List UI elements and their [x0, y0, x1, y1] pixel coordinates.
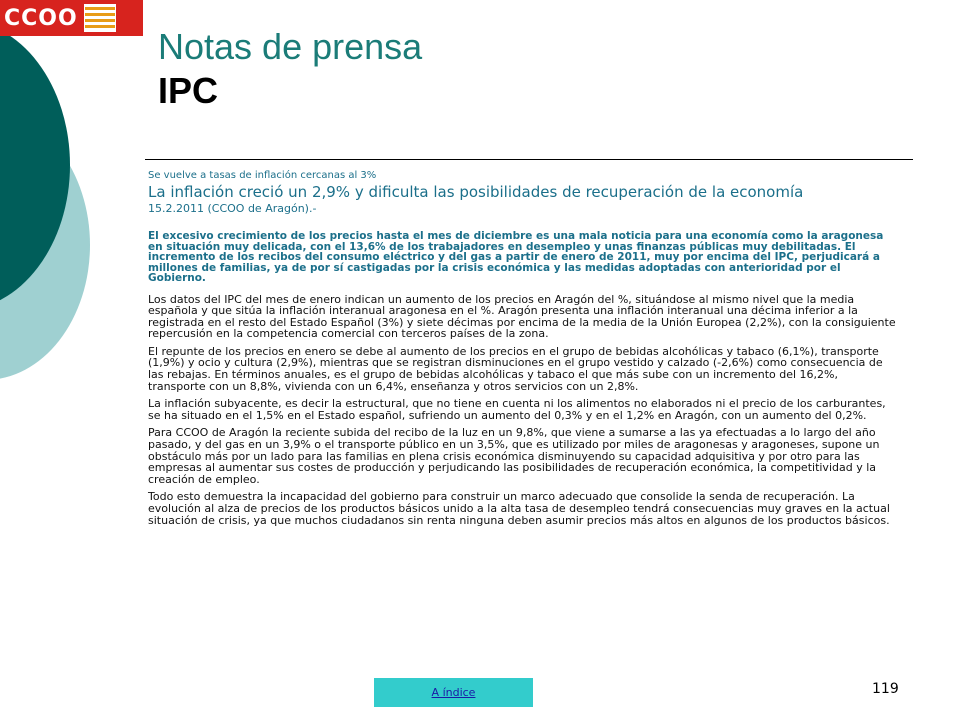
article-kicker: Se vuelve a tasas de inflación cercanas al 3%	[148, 170, 377, 181]
page-subtitle: IPC	[158, 70, 219, 111]
ccoo-logo	[0, 0, 143, 36]
article-paragraph: El repunte de los precios en enero se debe al aumento de los precios en el grupo de bebidas alcohólicas y tabaco (6,1%), transporte (1,9%) y ocio y cultura (2,9%), mientras que se registran disminuciones en el grupo vestido y calzado (-2,6%) como consecuencia de las rebajas. En términos anuales, es el grupo de bebidas alcohólicas y tabaco el que más sube con un incremento del 16,2%, transporte con un 8,8%, vivienda con un 6,4%, enseñanza y otros servicios con un 2,8%.	[148, 344, 883, 393]
article	[148, 170, 898, 526]
logo-text: CCOO	[4, 5, 78, 31]
index-link-button[interactable]: A índice	[374, 678, 533, 707]
article-dateline: 15.2.2011 (CCOO de Aragón).-	[148, 202, 317, 215]
page-title: Notas de prensa	[158, 26, 423, 67]
article-paragraph: Los datos del IPC del mes de enero indican un aumento de los precios en Aragón del %, situándose al mismo nivel que la media española y que sitúa la inflación interanual aragonesa en el %. Aragón presenta una inflación interanual una décima inferior a la registrada en el resto del Estado Español (3%) y siete décimas por encima de la media de la Unión Europea (2,2%), con la consiguiente repercusión en la competencia comercial con terceros países de la zona.	[148, 292, 896, 341]
article-paragraph: La inflación subyacente, es decir la estructural, que no tiene en cuenta ni los alimentos no elaborados ni el precio de los carburantes, se ha situado en el 1,5% en el Estado español, sufriendo un aumento del 0,3% y en el 1,2% en Aragón, con un aumento del 0,2%.	[148, 397, 886, 422]
aragon-flag-icon	[84, 4, 116, 32]
article-lead: El excesivo crecimiento de los precios hasta el mes de diciembre es una mala noticia para una economía como la aragonesa en situación muy delicada, con el 13,6% de los trabajadores en desempleo y unas finanzas públicas muy debilitadas. El incremento de los recibos del consumo eléctrico y del gas a partir de enero de 2011, muy por encima del IPC, perjudicará a millones de familias, ya de por sí castigadas por la crisis económica y las medidas adoptadas con anterioridad por el Gobierno.	[148, 230, 884, 284]
article-paragraph: Para CCOO de Aragón la reciente subida del recibo de la luz en un 9,8%, que viene a sumarse a las ya efectuadas a lo largo del año pasado, y del gas en un 3,9% o el transporte público en un 3,5%, que es utilizado por miles de aragonesas y aragoneses, supone un obstáculo más por un lado para las familias en plena crisis económica disminuyendo su capacidad adquisitiva y por otro para las empresas al aumentar sus costes de producción y perjudicando las posibilidades de recuperación económica, la competitividad y la creación de empleo.	[148, 426, 880, 486]
article-paragraph: Todo esto demuestra la incapacidad del gobierno para construir un marco adecuado que consolide la senda de recuperación. La evolución al alza de precios de los productos básicos unido a la alta tasa de desempleo tendrá consecuencias muy graves en la actual situación de crisis, ya que muchos ciudadanos sin renta ninguna deben asumir precios más altos en algunos de los productos básicos.	[148, 490, 890, 527]
title-divider	[145, 159, 913, 160]
page-number: 119	[872, 681, 899, 697]
article-headline: La inflación creció un 2,9% y dificulta las posibilidades de recuperación de la economía	[148, 183, 804, 201]
